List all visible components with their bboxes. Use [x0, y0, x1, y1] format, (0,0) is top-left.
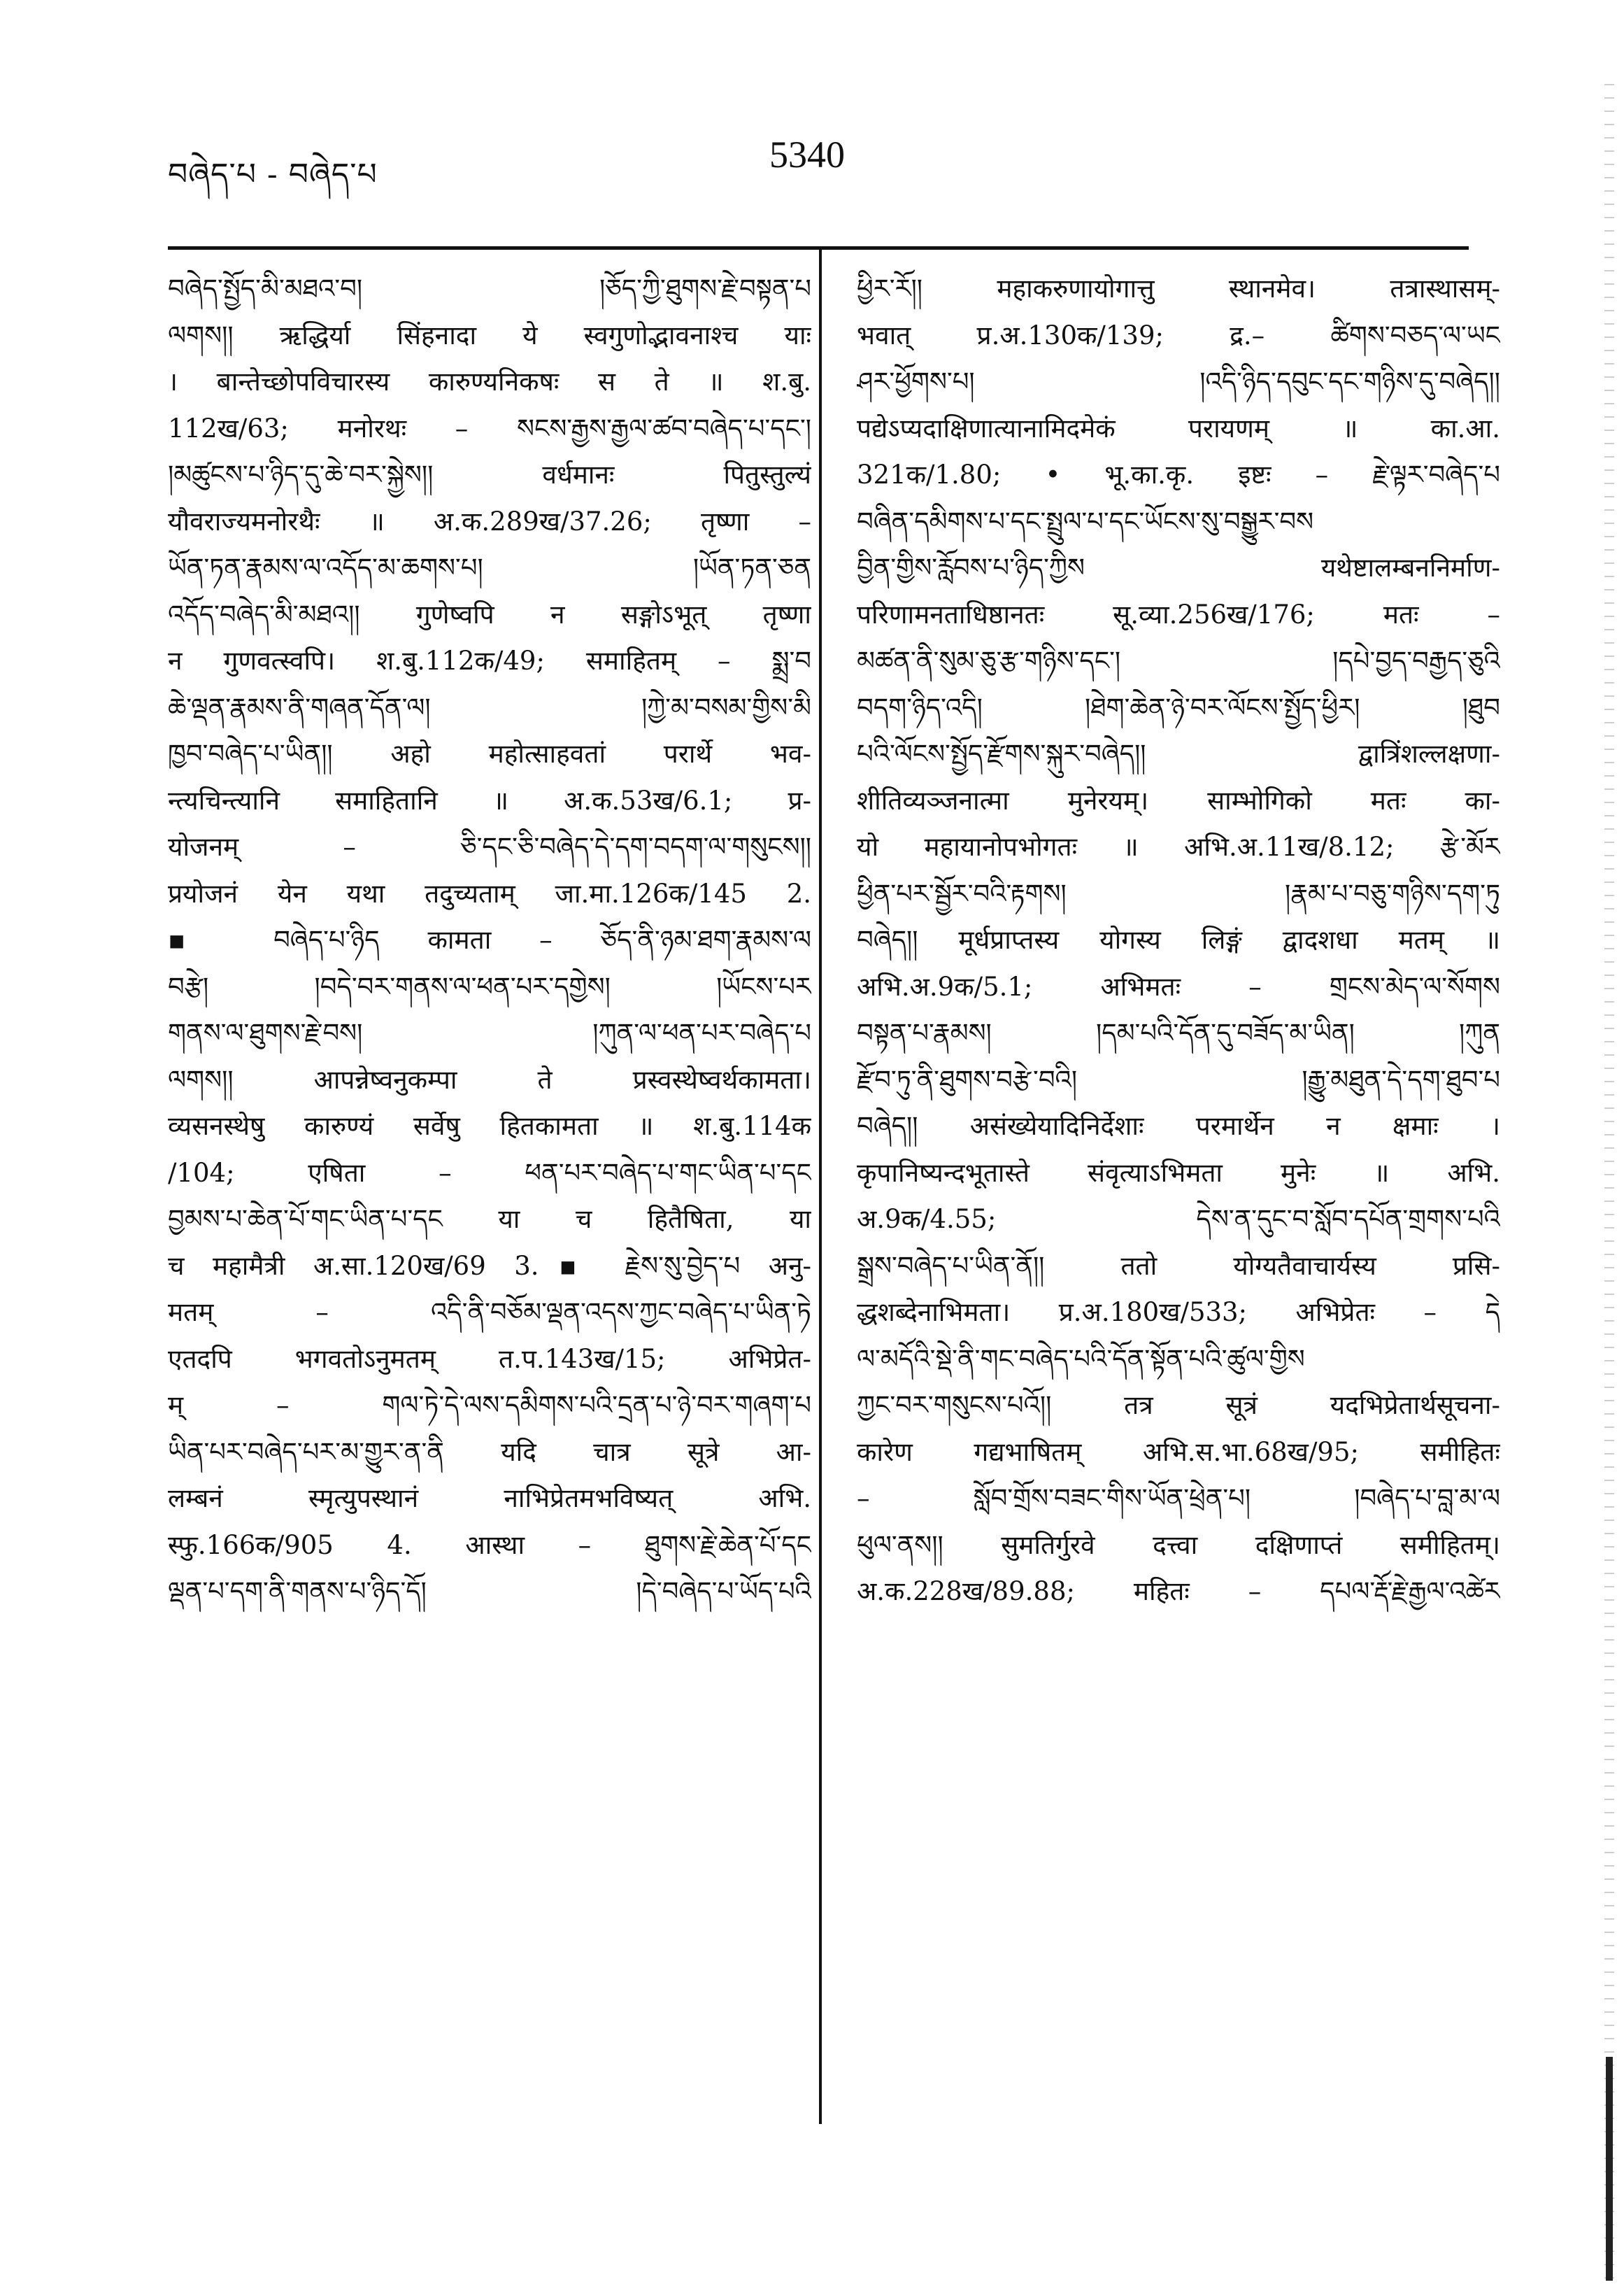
text-line: 321क/1.80; • भू.का.कृ. इष्टः – རྗེ་ལྟར་བཞེད་པ [857, 460, 1500, 490]
text-line: लम्बनं स्मृत्युपस्थानं नाभिप्रेतमभविष्यत् अभि. [168, 1483, 811, 1513]
text-line: །མཚུངས་པ་ཉིད་དུ་ཆེ་བར་སྐྱེས།། वर्धमानः पितुस्तुल्यं [168, 460, 811, 490]
text-line: ལྡན་པ་དག་ནི་གནས་པ་ཉིད་དོ། །དེ་བཞེད་པ་ཡོད་པའི [168, 1576, 811, 1606]
text-line: यौवराज्यमनोरथैः ॥ अ.क.289ख/37.26; तृष्णा – [168, 506, 811, 537]
text-line: མཚན་ནི་སུམ་ཅུ་རྩ་གཉིས་དང་། །དཔེ་བྱད་བརྒྱད་ཅུའི [857, 646, 1500, 676]
text-line: पद्येऽप्यदाक्षिणात्यानामिदमेकं परायणम् ॥ का.आ. [857, 413, 1500, 444]
text-line: स्फु.166क/905 4. आस्था – ཐུགས་རྗེ་ཆེན་པོ་དང [168, 1529, 811, 1560]
text-line: अ.9क/4.55; དེས་ན་དུང་བ་སློབ་དཔོན་གྲགས་པའི [857, 1204, 1500, 1234]
page-number: 5340 [769, 134, 845, 176]
left-column [168, 266, 811, 1615]
text-line: 112ख/63; मनोरथः – སངས་རྒྱས་རྒྱལ་ཚབ་བཞེད་པ་དང་། [168, 413, 811, 444]
text-line: एतदपि भगवतोऽनुमतम् त.प.143ख/15; अभिप्रेत- [168, 1343, 811, 1374]
column-divider [819, 249, 822, 2124]
text-line: ཕུལ་ནས།། सुमतिर्गुरवे दत्त्वा दक्षिणाप्तं समीहितम्। [857, 1529, 1500, 1560]
text-line: བདག་ཉིད་འདི། །ཐེག་ཆེན་ཉེ་བར་ལོངས་སྤྱོད་ཕྱིར། །ཐུབ [857, 692, 1500, 723]
text-line: द्धशब्देनाभिमता। प्र.अ.180ख/533; अभिप्रेतः – དེ [857, 1297, 1500, 1327]
text-line: शीतिव्यञ्जनात्मा मुनेरयम्। साम्भोगिको मतः का- [857, 785, 1500, 816]
text-line: यो महायानोपभोगतः ॥ अभि.अ.11ख/8.12; རྩེ་མོར [857, 832, 1500, 862]
text-line: འདོད་བཞེད་མི་མཐའ།། गुणेष्वपि न सङ्गोऽभूत् तृष्णा [168, 599, 811, 630]
text-line: प्रयोजनं येन यथा तदुच्यताम् जा.मा.126क/145 2. [168, 878, 811, 909]
text-line: अ.क.228ख/89.88; महितः – དཔལ་རྡོ་རྗེ་རྒྱལ་འཚེར [857, 1576, 1500, 1606]
text-line: – སློབ་གྲོས་བཟང་གིས་ཡོན་ཕྲེན་པ། །བཞེད་པ་བླ་མ་ལ [857, 1483, 1500, 1513]
text-line: གནས་ལ་ཐུགས་རྗེ་བས། །ཀུན་ལ་ཕན་པར་བཞེད་པ [168, 1018, 811, 1048]
page-header [168, 133, 1469, 192]
text-line: मतम् – འདི་ནི་བཅོམ་ལྡན་འདས་ཀྱང་བཞེད་པ་ཡིན་ཏེ [168, 1297, 811, 1327]
text-line: योजनम् – ཅི་དང་ཅི་བཞེད་དེ་དག་བདག་ལ་གསུངས།། [168, 832, 811, 862]
text-line: བྱམས་པ་ཆེན་པོ་གང་ཡིན་པ་དང या च हितैषिता, या [168, 1204, 811, 1234]
text-line: རྫོབ་ཏུ་ནི་ཐུགས་བརྩེ་བའི། །རྒྱུ་མཐུན་དེ་དག་ཐུབ་པ [857, 1064, 1500, 1095]
text-line: कृपानिष्यन्दभूतास्ते संवृत्याऽभिमता मुनेः ॥ अभि. [857, 1157, 1500, 1188]
text-line: अभि.अ.9क/5.1; अभिमतः – གྲངས་མེད་ལ་སོགས [857, 971, 1500, 1002]
text-line: व्यसनस्थेषु कारुण्यं सर्वेषु हितकामता ॥ श.बु.114क [168, 1111, 811, 1141]
text-line: च महामैत्री अ.सा.120ख/69 3.▪ རྗེས་སུ་བྱེད་པ अनु- [168, 1250, 811, 1281]
text-line: ལགས།། आपन्नेष्वनुकम्पा ते प्रस्वस्थेष्वर्थकामता। [168, 1064, 811, 1095]
binding-shadow [1606, 2057, 1613, 2281]
right-column [857, 266, 1500, 1615]
scan-edge-noise [1604, 84, 1614, 2288]
text-line: བསྟན་པ་རྣམས། །དམ་པའི་དོན་དུ་བཟོད་མ་ཡིན། །ཀུན [857, 1018, 1500, 1048]
text-line: ཡིན་པར་བཞེད་པར་མ་གྱུར་ན་ནི यदि चात्र सूत्रे आ- [168, 1436, 811, 1467]
text-line: ▪ བཞེད་པ་ཉིད कामता – ཅོད་ནི་ཉམ་ཐག་རྣམས་ལ [168, 925, 811, 955]
text-line: न गुणवत्स्वपि। श.बु.112क/49; समाहितम् – སྨྲ་བ [168, 646, 811, 676]
text-line: བཞེད་སྤྱོད་མི་མཐའ་བ། །ཅོད་ཀྱི་ཐུགས་རྗེ་བསྟན་པ [168, 274, 811, 304]
text-line: བཞེད།། असंख्येयादिनिर्देशाः परमार्थेन न क्षमाः । [857, 1111, 1500, 1141]
text-line: परिणामनताधिष्ठानतः सू.व्या.256ख/176; मतः – [857, 599, 1500, 630]
text-line: म् – གལ་ཏེ་དེ་ལས་དམིགས་པའི་དྲན་པ་ཉེ་བར་གཞག་པ [168, 1390, 811, 1420]
text-line: བཞིན་དམིགས་པ་དང་སྤྲུལ་པ་དང་ཡོངས་སུ་བསྒྱུར་བས [857, 506, 1314, 537]
text-line: । बान्तेच्छोपविचारस्य कारुण्यनिकषः स ते ॥ श.बु. [168, 367, 811, 397]
text-line: ལགས།། ऋद्धिर्या सिंहनादा ये स्वगुणोद्भावनाश्च याः [168, 320, 811, 351]
text-line: ཕྱིར་རོ།། महाकरुणायोगात्तु स्थानमेव। तत्रास्थासम्- [857, 274, 1500, 304]
text-line: ཆེ་ལྡན་རྣམས་ནི་གཞན་དོན་ལ། །ཀྱེ་མ་བསམ་གྱིས་མི [168, 692, 811, 723]
text-line: པའི་ལོངས་སྤྱོད་རྫོགས་སྐུར་བཞེད།། द्वात्रिंशल्लक्षणा- [857, 739, 1500, 769]
text-line: ཁྱབ་བཞེད་པ་ཡིན།། अहो महोत्साहवतां परार्थे भव- [168, 739, 811, 769]
text-line: བྱིན་གྱིས་རློབས་པ་ཉིད་ཀྱིས यथेष्टालम्बननिर्माण- [857, 553, 1500, 583]
text-line: कारेण गद्यभाषितम् अभि.स.भा.68ख/95; समीहितः [857, 1436, 1500, 1467]
text-line: སྒྲས་བཞེད་པ་ཡིན་ནོ།། ततो योग्यतैवाचार्यस्य प्रसि- [857, 1250, 1500, 1281]
running-head: བཞེད་པ - བཞེད་པ [168, 157, 378, 192]
text-line: ཕྱིན་པར་སྦྱོར་བའི་རྟགས། །རྣམ་པ་བཅུ་གཉིས་དག་ཏུ [857, 878, 1500, 909]
text-line: न्त्यचिन्त्यानि समाहितानि ॥ अ.क.53ख/6.1; प्र- [168, 785, 811, 816]
text-line: /104; एषिता – ཕན་པར་བཞེད་པ་གང་ཡིན་པ་དང [168, 1157, 811, 1188]
text-line: བཞེད།། मूर्धप्राप्तस्य योगस्य लिङ्गं द्वादशधा मतम् ॥ [857, 925, 1500, 955]
text-line: ཀྱང་བར་གསུངས་པའོ།། तत्र सूत्रं यदभिप्रेतार्थसूचना- [857, 1390, 1500, 1420]
header-rule [168, 246, 1469, 250]
text-line: ལ་མདོའི་སྡེ་ནི་གང་བཞེད་པའི་དོན་སྟོན་པའི་ཚུལ་གྱིས [857, 1343, 1305, 1374]
text-line: བརྩེ། །བདེ་བར་གནས་ལ་ཕན་པར་དགྱེས། །ཡོངས་པར [168, 971, 811, 1002]
text-line: ཤར་ཕྱོགས་པ། །འདི་ཉིད་དབུང་དང་གཉིས་དུ་བཞེད།། [857, 367, 1500, 397]
text-line: भवात् प्र.अ.130क/139; द्र.– ཚིགས་བཅད་ལ་ཡང [857, 320, 1500, 351]
text-line: ཡོན་ཏན་རྣམས་ལ་འདོད་མ་ཆགས་པ། །ཡོན་ཏན་ཅན [168, 553, 811, 583]
